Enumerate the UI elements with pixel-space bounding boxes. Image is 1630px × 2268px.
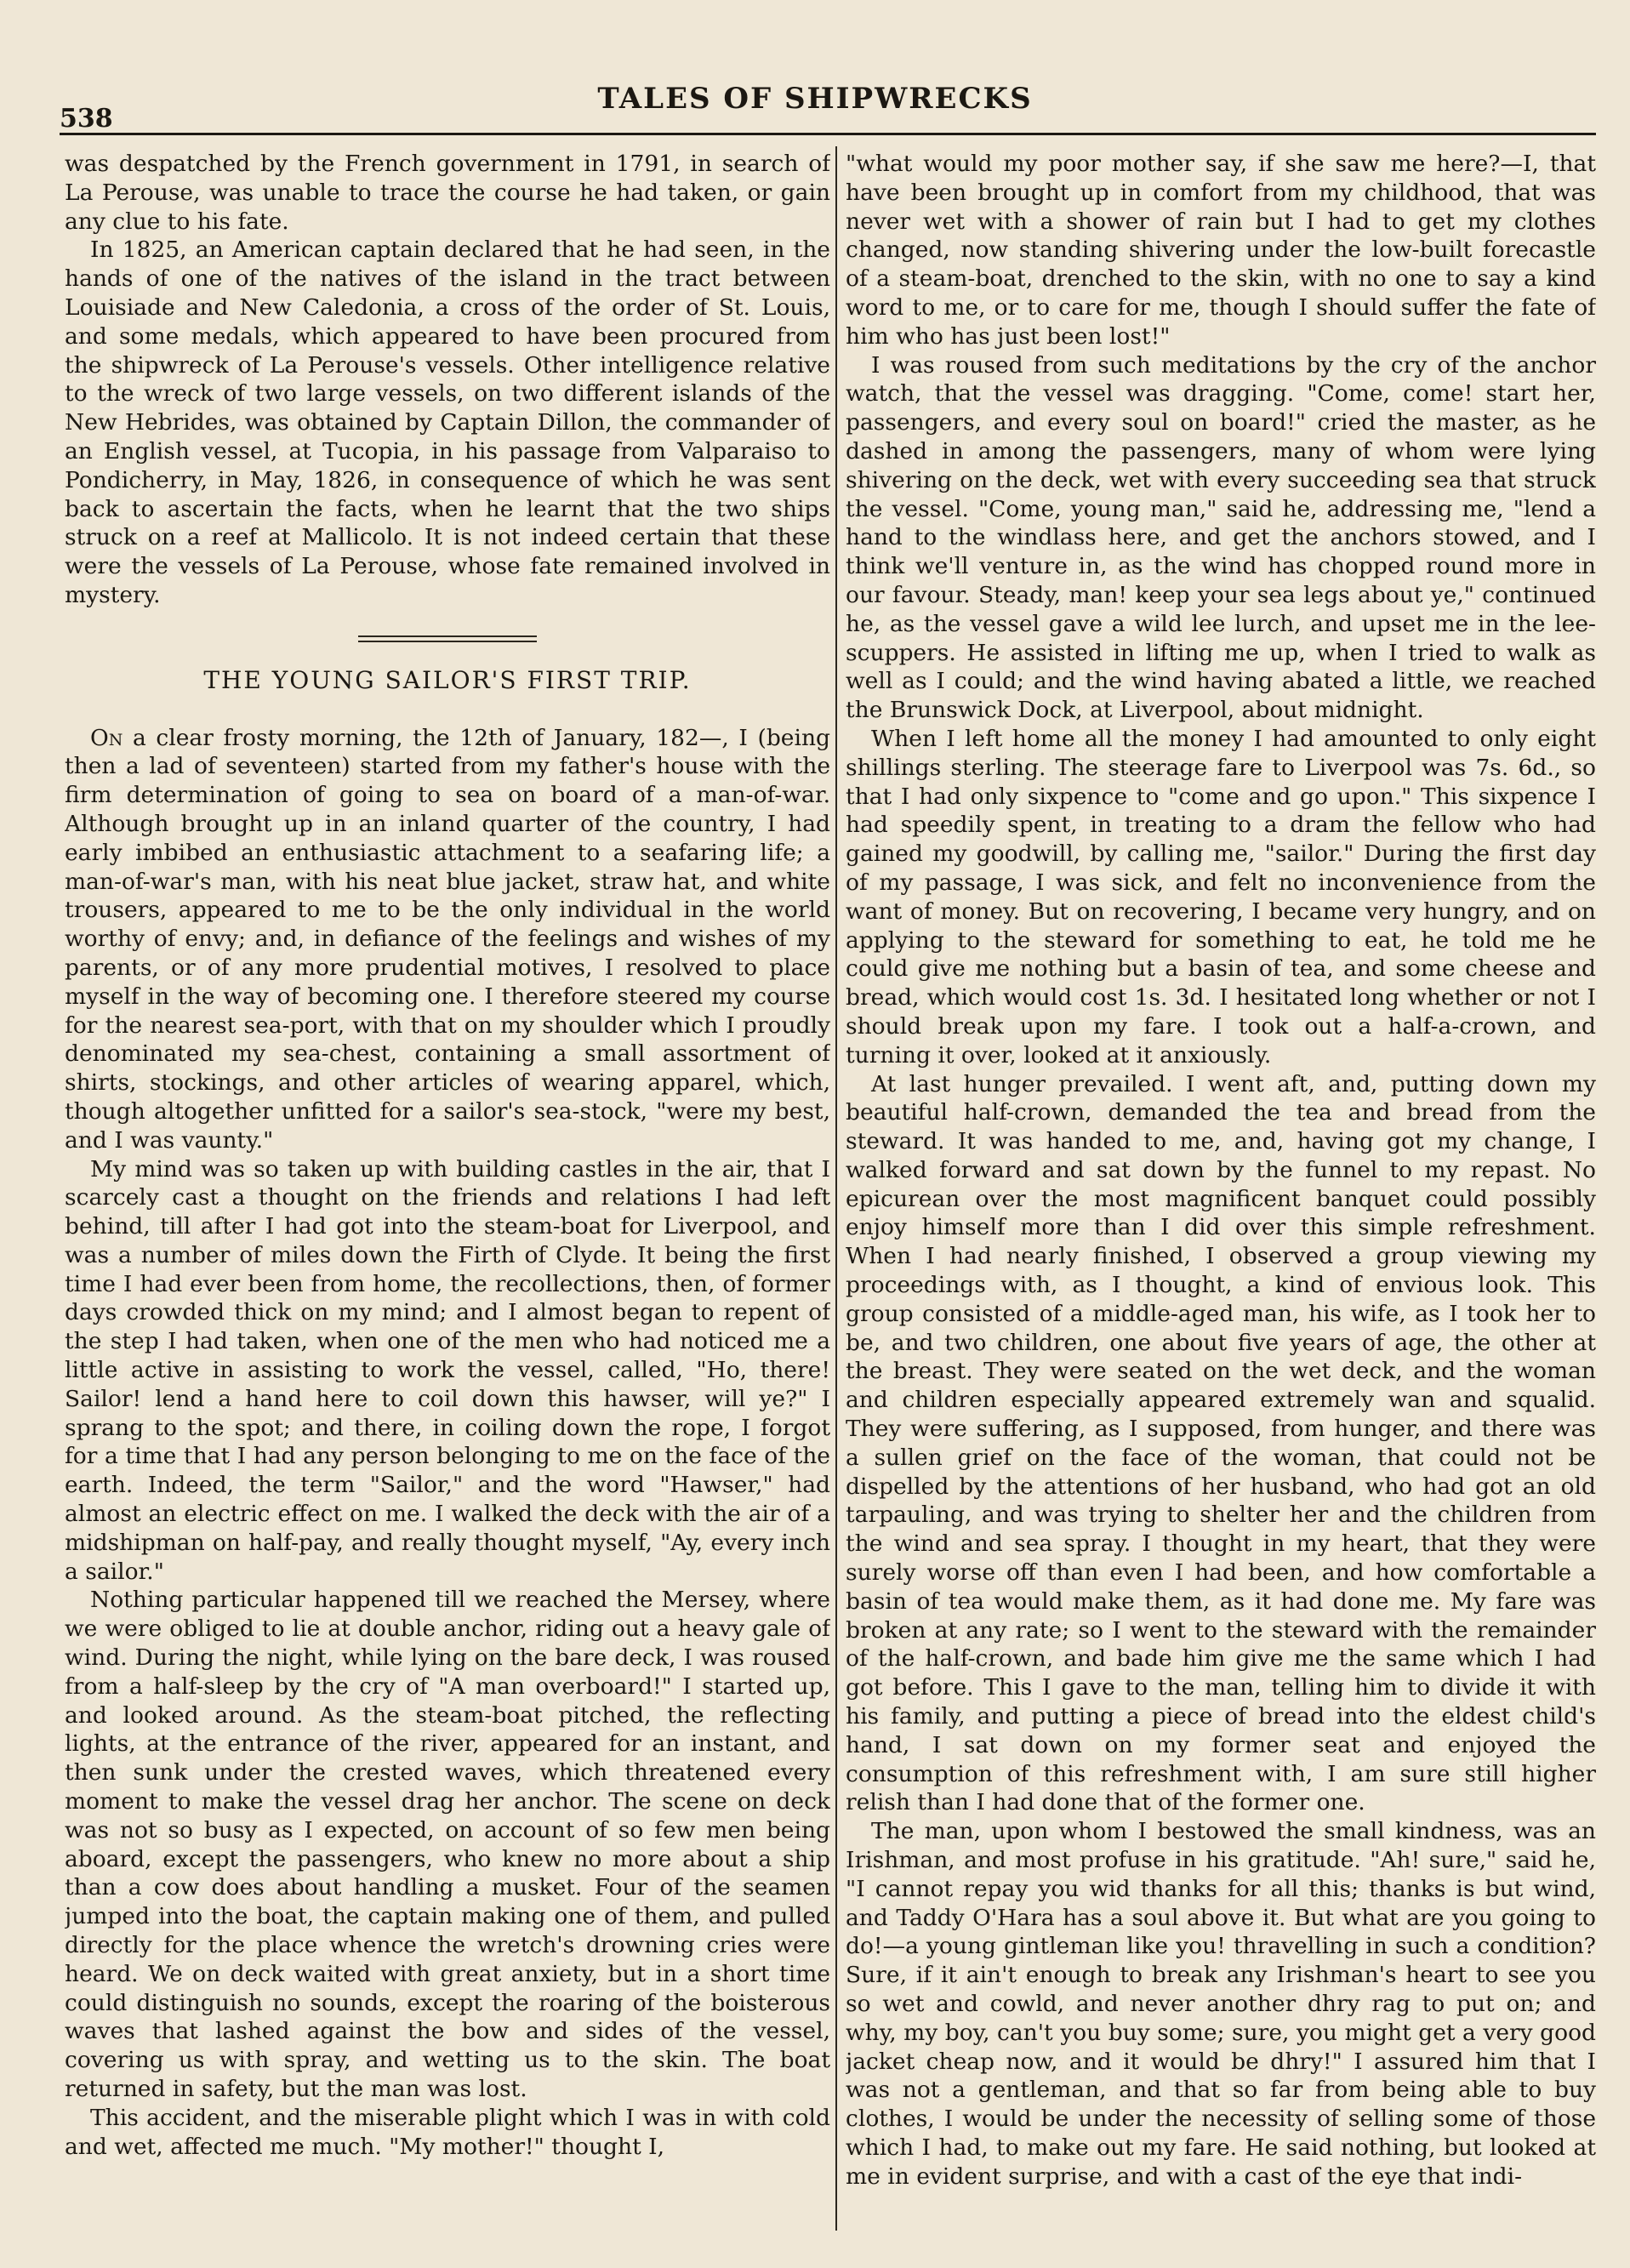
right-column bbox=[846, 150, 1596, 2242]
paragraph: The man, upon whom I bestowed the small kindness, was an Irishman, and most profuse in his gratitude. "Ah! sure," said he, "I cannot repay you wid thanks for all this; thanks is but wind, and Taddy O'Hara has a soul above it. But what are you going to do!—a young gintleman like you! thravelling in such a condition? Sure, if it ain't enough to break any Irishman's heart to see you so wet and cowld, and never another dhry rag to put on; and why, my boy, can't you buy some; sure, you might get a very good jacket cheap now, and it would be dhry!" I assured him that I was not a gentleman, and that so far from being able to buy clothes, I would be under the necessity of selling some of those which I had, to make out my fare. He said nothing, but looked at me in evident surprise, and with a cast of the eye that indi- bbox=[846, 1818, 1596, 2190]
section-ornament bbox=[358, 635, 537, 642]
opening-word: On bbox=[90, 724, 123, 751]
story-opening-paragraph bbox=[65, 724, 830, 1155]
header-rule bbox=[60, 133, 1596, 135]
story-title: THE YOUNG SAILOR'S FIRST TRIP. bbox=[203, 665, 692, 694]
paragraph: Nothing particular happened till we reached the Mersey, where we were obliged to lie at double anchor, riding out a heavy gale of wind. During the night, while lying on the bare deck, I was roused from a half-sleep by the cry of "A man overboard!" I started up, and looked around. As the steam-boat pitched, the reflecting lights, at the entrance of the river, appeared for an instant, and then sunk under the crested waves, which threatened every moment to make the vessel drag her anchor. The scene on deck was not so busy as I expected, on account of so few men being aboard, except the passengers, who knew no more about a ship than a cow does about handling a musket. Four of the seamen jumped into the boat, the captain making one of them, and pulled directly for the place whence the wretch's drowning cries were heard. We on deck waited with great anxiety, but in a short time could distinguish no sounds, except the roaring of the boisterous waves that lashed against the bow and sides of the vessel, covering us with spray, and wetting us to the skin. The boat returned in safety, but the man was lost. bbox=[65, 1587, 830, 2102]
paragraph: When I left home all the money I had amounted to only eight shillings sterling. The steerage fare to Liverpool was 7s. 6d., so that I had only sixpence to "come and go upon." This sixpence I had speedily spent, in treating to a dram the fellow who had gained my goodwill, by calling me, "sailor." During the first day of my passage, I was sick, and felt no inconvenience from the want of money. But on recovering, I became very hungry, and on applying to the steward for something to eat, he told me he could give me nothing but a basin of tea, and some cheese and bread, which would cost 1s. 3d. I hesitated long whether or not I should break upon my fare. I took out a half-a-crown, and turning it over, looked at it anxiously. bbox=[846, 725, 1596, 1068]
left-column bbox=[65, 150, 830, 2242]
paragraph: At last hunger prevailed. I went aft, and, putting down my beautiful half-crown, demanded the tea and bread from the steward. It was handed to me, and, having got my change, I walked forward and sat down by the funnel to my repast. No epicurean over the most magnificent banquet could possibly enjoy himself more than I did over this simple refreshment. When I had nearly finished, I observed a group viewing my proceedings with, as I thought, a kind of envious look. This group consisted of a middle-aged man, his wife, as I took her to be, and two children, one about five years of age, the other at the breast. They were seated on the wet deck, and the woman and children especially appeared extremely wan and squalid. They were suffering, as I supposed, from hunger, and there was a sullen grief on the face of the woman, that could not be dispelled by the attentions of her husband, who had got an old tarpauling, and was trying to shelter her and the children from the wind and sea spray. I thought in my heart, that they were surely worse off than even I had been, and how comfortable a basin of tea would make them, as it had done me. My fare was broken at any rate; so I went to the steward with the remainder of the half-crown, and bade him give me the same which I had got before. This I gave to the man, telling him to divide it with his family, and putting a piece of bread into the eldest child's hand, I sat down on my former seat and enjoyed the consumption of this refreshment with, I am sure still higher relish than I had done that of the former one. bbox=[846, 1070, 1596, 1816]
paragraph: My mind was so taken up with building castles in the air, that I scarcely cast a thought on the friends and relations I had left behind, till after I had got into the steam-boat for Liverpool, and was a number of miles down the Firth of Clyde. It being the first time I had ever been from home, the recollections, then, of former days crowded thick on my mind; and I almost began to repent of the step I had taken, when one of the men who had noticed me a little active in assisting to work the vessel, called, "Ho, there! Sailor! lend a hand here to coil down this hawser, will ye?" I sprang to the spot; and there, in coiling down the rope, I forgot for a time that I had any person belonging to me on the face of the earth. Indeed, the term "Sailor," and the word "Hawser," had almost an electric effect on me. I walked the deck with the air of a midshipman on half-pay, and really thought myself, "Ay, every inch a sailor." bbox=[65, 1155, 830, 1585]
paragraph-text: a clear frosty morning, the 12th of January, 182—, I (being then a lad of seventeen) started from my father's house with the firm determination of going to sea on board of a man-of-war. Although brought up in an inland quarter of the country, I had early imbibed an enthusiastic attachment to a seafaring life; a man-of-war's man, with his neat blue jacket, straw hat, and white trousers, appeared to me to be the only individual in the world worthy of envy; and, in defiance of the feelings and wishes of my parents, or of any more prudential motives, I resolved to place myself in the way of becoming one. I therefore steered my course for the nearest sea-port, with that on my shoulder which I proudly denominated my sea-chest, containing a small assortment of shirts, stockings, and other articles of wearing apparel, which, though altogether unfitted for a sailor's sea-stock, "were my best, and I was vaunty." bbox=[65, 724, 830, 1154]
paragraph: "what would my poor mother say, if she saw me here?—I, that have been brought up in comfort from my childhood, that was never wet with a shower of rain but I had to get my clothes changed, now standing shivering under the low-built forecastle of a steam-boat, drenched to the skin, with no one to say a kind word to me, or to care for me, though I should suffer the fate of him who has just been lost!" bbox=[846, 151, 1596, 350]
paragraph: This accident, and the miserable plight which I was in with cold and wet, affected me much. "My mother!" thought I, bbox=[65, 2104, 830, 2160]
running-title: TALES OF SHIPWRECKS bbox=[597, 82, 1033, 116]
column-divider bbox=[835, 146, 837, 2231]
paragraph: I was roused from such meditations by the cry of the anchor watch, that the vessel was dragging. "Come, come! start her, passengers, and every soul on board!" cried the master, as he dashed in among the passengers, many of whom were lying shivering on the deck, wet with every succeeding sea that struck the vessel. "Come, young man," said he, addressing me, "lend a hand to the windlass here, and get the anchors stowed, and I think we'll venture in, as the wind has chopped round more in our favour. Steady, man! keep your sea legs about ye," continued he, as the vessel gave a wild lee lurch, and upset me in the lee-scuppers. He assisted in lifting me up, when I tried to walk as well as I could; and the wind having abated a little, we reached the Brunswick Dock, at Liverpool, about midnight. bbox=[846, 351, 1596, 724]
paragraph: In 1825, an American captain declared that he had seen, in the hands of one of the natives of the island in the tract between Louisiade and New Caledonia, a cross of the order of St. Louis, and some medals, which appeared to have been procured from the shipwreck of La Perouse's vessels. Other intelligence relative to the wreck of two large vessels, on two different islands of the New Hebrides, was obtained by Captain Dillon, the commander of an English vessel, at Tucopia, in his passage from Valparaiso to Pondicherry, in May, 1826, in consequence of which he was sent back to ascertain the facts, when he learnt that the two ships struck on a reef at Mallicolo. It is not indeed certain that these were the vessels of La Perouse, whose fate remained involved in mystery. bbox=[65, 236, 830, 608]
page-number: 538 bbox=[60, 104, 113, 134]
paragraph: was despatched by the French government in 1791, in search of La Perouse, was unable to trace the course he had taken, or gain any clue to his fate. bbox=[65, 151, 830, 235]
